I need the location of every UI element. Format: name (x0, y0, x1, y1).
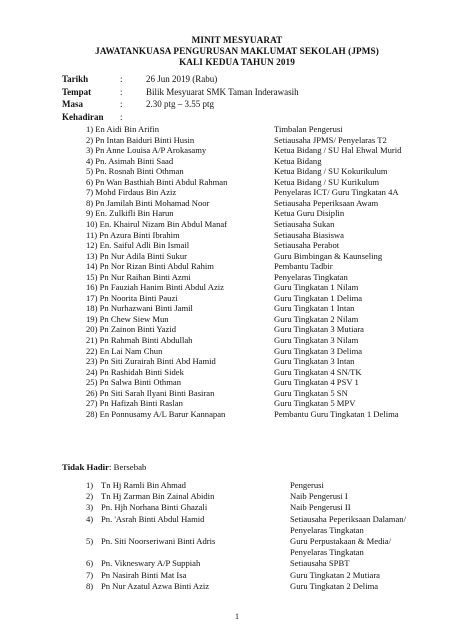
attendee-name: 7) Mohd Firdaus Bin Aziz (86, 187, 177, 198)
attendee-role: Pembantu Tadbir (274, 261, 333, 272)
absentee-role: Naib Pengerusi I (290, 491, 348, 502)
attendee-row (0, 251, 474, 261)
absentee-number: 7) (86, 569, 94, 580)
page-number: 1 (235, 612, 239, 621)
meeting-session-title: KALI KEDUA TAHUN 2019 (179, 57, 295, 67)
absentee-name: Tn Hj Zarman Bin Zainal Abidin (101, 491, 215, 502)
absentee-number: 6) (86, 558, 94, 569)
absentee-name: Pn Nasirah Binti Mat Isa (101, 569, 187, 580)
absentee-role: Pengerusi (290, 480, 324, 490)
attendee-role: Pembantu Guru Tingkatan 1 Delima (274, 408, 399, 419)
attendee-row (0, 272, 474, 282)
attendee-role: Guru Tingkatan 1 Delima (274, 292, 363, 303)
attendee-row (0, 293, 474, 303)
attendee-name: 13) Pn Nur Adila Binti Sukur (86, 250, 187, 261)
attendee-row (0, 240, 474, 250)
attendee-row (0, 335, 474, 345)
attendee-role: Timbalan Pengerusi (274, 124, 343, 134)
absentee-number: 3) (86, 502, 94, 513)
attendee-name: 1) En Aidi Bin Arifin (86, 124, 160, 134)
attendee-name: 19) Pn Chew Siew Mun (86, 313, 169, 324)
attendee-row (0, 377, 474, 387)
absentee-name: Pn Nur Azatul Azwa Binti Aziz (101, 580, 210, 591)
attendee-name: 15) Pn Nur Raihan Binti Azmi (86, 271, 191, 282)
absentee-name: Pn. Siti Noorseriwani Binti Adris (101, 536, 216, 546)
attendee-row (0, 356, 474, 366)
attendee-role: Guru Tingkatan 2 Nilam (274, 313, 359, 324)
attendee-role: Guru Tingkatan 3 Delima (274, 345, 363, 356)
absentee-number: 1) (86, 480, 94, 490)
attendee-row (0, 198, 474, 208)
attendee-role: Guru Tingkatan 3 Nilam (274, 335, 359, 345)
attendee-row (0, 187, 474, 197)
absentee-number: 2) (86, 491, 94, 502)
absentee-name: Tn Hj Ramli Bin Ahmad (101, 480, 186, 490)
attendee-name: 20) Pn Zainon Binti Yazid (86, 324, 176, 335)
meta-colon: : (120, 74, 123, 84)
meta-value: Bilik Mesyuarat SMK Taman Inderawasih (146, 86, 299, 97)
attendee-name: 28) En Ponnusamy A/L Barur Kannapan (86, 408, 226, 419)
attendee-name: 6) Pn Wan Basthiah Binti Abdul Rahman (86, 176, 228, 187)
meta-colon: : (120, 86, 123, 97)
absentee-name: Pn. Vikneswary A/P Suppiah (101, 558, 201, 569)
attendee-name: 12) En. Saiful Adli Bin Ismail (86, 240, 190, 251)
meta-value: 26 Jun 2019 (Rabu) (146, 74, 218, 84)
attendee-role: Guru Tingkatan 1 Intan (274, 303, 355, 314)
document-title: MINIT MESYUARAT (191, 35, 283, 45)
attendee-name: 22) En Lai Nam Chun (86, 345, 163, 356)
attendee-row (0, 324, 474, 334)
attendee-row (0, 314, 474, 324)
absentee-number: 4) (86, 513, 94, 524)
attendee-role: Penyelaras Tingkatan (274, 271, 348, 282)
attendee-name: 14) Pn Nor Rizan Binti Abdul Rahim (86, 261, 214, 272)
attendee-row (0, 398, 474, 408)
attendee-role: Setiausaha Sukan (274, 218, 335, 229)
attendee-name: 5) Pn. Rosnah Binti Othman (86, 166, 184, 177)
attendee-role: Guru Tingkatan 3 Intan (274, 356, 355, 367)
absentee-name: Pn. 'Asrah Binti Abdul Hamid (101, 513, 205, 524)
meta-label: Kehadiran (62, 111, 104, 122)
attendee-name: 17) Pn Noorita Binti Pauzi (86, 292, 178, 303)
attendee-role: Guru Tingkatan 5 SN (274, 387, 348, 398)
absentee-role: Naib Pengerusi II (290, 502, 351, 513)
attendee-row (0, 230, 474, 240)
committee-title: JAWATANKUASA PENGURUSAN MAKLUMAT SEKOLAH (JPMS) (95, 46, 379, 56)
attendee-row (0, 367, 474, 377)
absentee-role: Guru Perpustakaan & Media/ (290, 536, 391, 546)
attendee-name: 23) Pn Siti Zurairah Binti Abd Hamid (86, 356, 216, 367)
absentee-role: Setiausaha Peperiksaan Dalaman/ (290, 513, 406, 524)
absentee-number: 5) (86, 536, 94, 546)
attendee-name: 8) Pn Jamilah Binti Mohamad Noor (86, 197, 210, 208)
attendee-role: Ketua Bidang / SU Kurikulum (274, 176, 380, 187)
attendee-role: Guru Tingkatan 3 Mutiara (274, 324, 364, 335)
absentee-role: Guru Tingkatan 2 Delima (290, 580, 379, 591)
attendee-row (0, 388, 474, 398)
attendee-role: Guru Bimbingan & Kaunseling (274, 250, 383, 261)
attendee-role: Guru Tingkatan 5 MPV (274, 398, 356, 409)
attendee-role: Ketua Guru Disiplin (274, 208, 345, 219)
meta-colon: : (120, 99, 123, 109)
attendee-role: Guru Tingkatan 4 PSV 1 (274, 377, 359, 388)
attendee-role: Setiausaha Peperiksaan Awam (274, 197, 379, 208)
absentee-role-line2: Penyelaras Tingkatan (290, 547, 364, 558)
attendee-name: 27) Pn Hafizah Binti Raslan (86, 398, 183, 409)
attendee-name: 9) En. Zulkifli Bin Harun (86, 208, 174, 219)
absent-reason: : Bersebab (109, 462, 147, 472)
attendee-row (0, 177, 474, 187)
attendee-name: 4) Pn. Asimah Binti Saad (86, 155, 174, 166)
attendee-name: 21) Pn Rahmah Binti Abdullah (86, 335, 193, 345)
attendee-name: 26) Pn Siti Sarah Ilyani Binti Basiran (86, 387, 215, 398)
absentee-name: Pn. Hjh Norhana Binti Ghazali (101, 502, 208, 513)
attendee-row (0, 135, 474, 145)
attendee-role: Ketua Bidang / SU Hal Ehwal Murid (274, 145, 402, 156)
attendee-name: 25) Pn Salwa Binti Othman (86, 377, 182, 388)
absentee-role-line2: Penyelaras Tingkatan (290, 524, 364, 535)
absentee-number: 8) (86, 580, 94, 591)
attendee-name: 11) Pn Azura Binti Ibrahim (86, 229, 180, 240)
attendee-row (0, 166, 474, 176)
attendee-row (0, 282, 474, 292)
attendee-row (0, 156, 474, 166)
attendee-role: Guru Tingkatan 1 Nilam (274, 282, 359, 293)
absent-label: Tidak Hadir (62, 462, 110, 472)
attendee-role: Setiausaha Perabot (274, 240, 340, 251)
attendee-role: Ketua Bidang (274, 155, 322, 166)
attendee-name: 10) En. Khairul Nizam Bin Abdul Manaf (86, 218, 228, 229)
attendee-row (0, 219, 474, 229)
attendee-role: Setiausaha JPMS/ Penyelaras T2 (274, 134, 387, 145)
attendee-role: Penyelaras ICT/ Guru Tingkatan 4A (274, 187, 399, 198)
attendee-name: 24) Pn Rashidah Binti Sidek (86, 366, 184, 377)
attendee-role: Setiausaha Biasiswa (274, 229, 344, 240)
attendee-name: 18) Pn Nurhazwani Binti Jamil (86, 303, 193, 314)
meta-label: Tarikh (62, 74, 89, 84)
meta-value: 2.30 ptg – 3.55 ptg (146, 99, 215, 109)
meta-label: Masa (62, 99, 83, 109)
attendee-row (0, 409, 474, 419)
attendee-row (0, 124, 474, 134)
absent-heading (62, 462, 146, 472)
meta-label: Tempat (62, 86, 92, 97)
attendee-role: Guru Tingkatan 4 SN/TK (274, 366, 362, 377)
absentee-role: Guru Tingkatan 2 Mutiara (290, 569, 380, 580)
attendee-row (0, 208, 474, 218)
attendee-name: 2) Pn Intan Baiduri Binti Husin (86, 134, 195, 145)
meta-colon: : (120, 111, 123, 122)
attendee-row (0, 346, 474, 356)
attendee-name: 3) Pn Anne Louisa A/P Arokasamy (86, 145, 207, 156)
attendee-role: Ketua Bidang / SU Kokurikulum (274, 166, 388, 177)
absentee-role: Setiausaha SPBT (290, 558, 350, 569)
attendee-row (0, 261, 474, 271)
attendee-name: 16) Pn Fauziah Hanim Binti Abdul Aziz (86, 282, 224, 293)
attendee-row (0, 145, 474, 155)
attendee-row (0, 303, 474, 313)
